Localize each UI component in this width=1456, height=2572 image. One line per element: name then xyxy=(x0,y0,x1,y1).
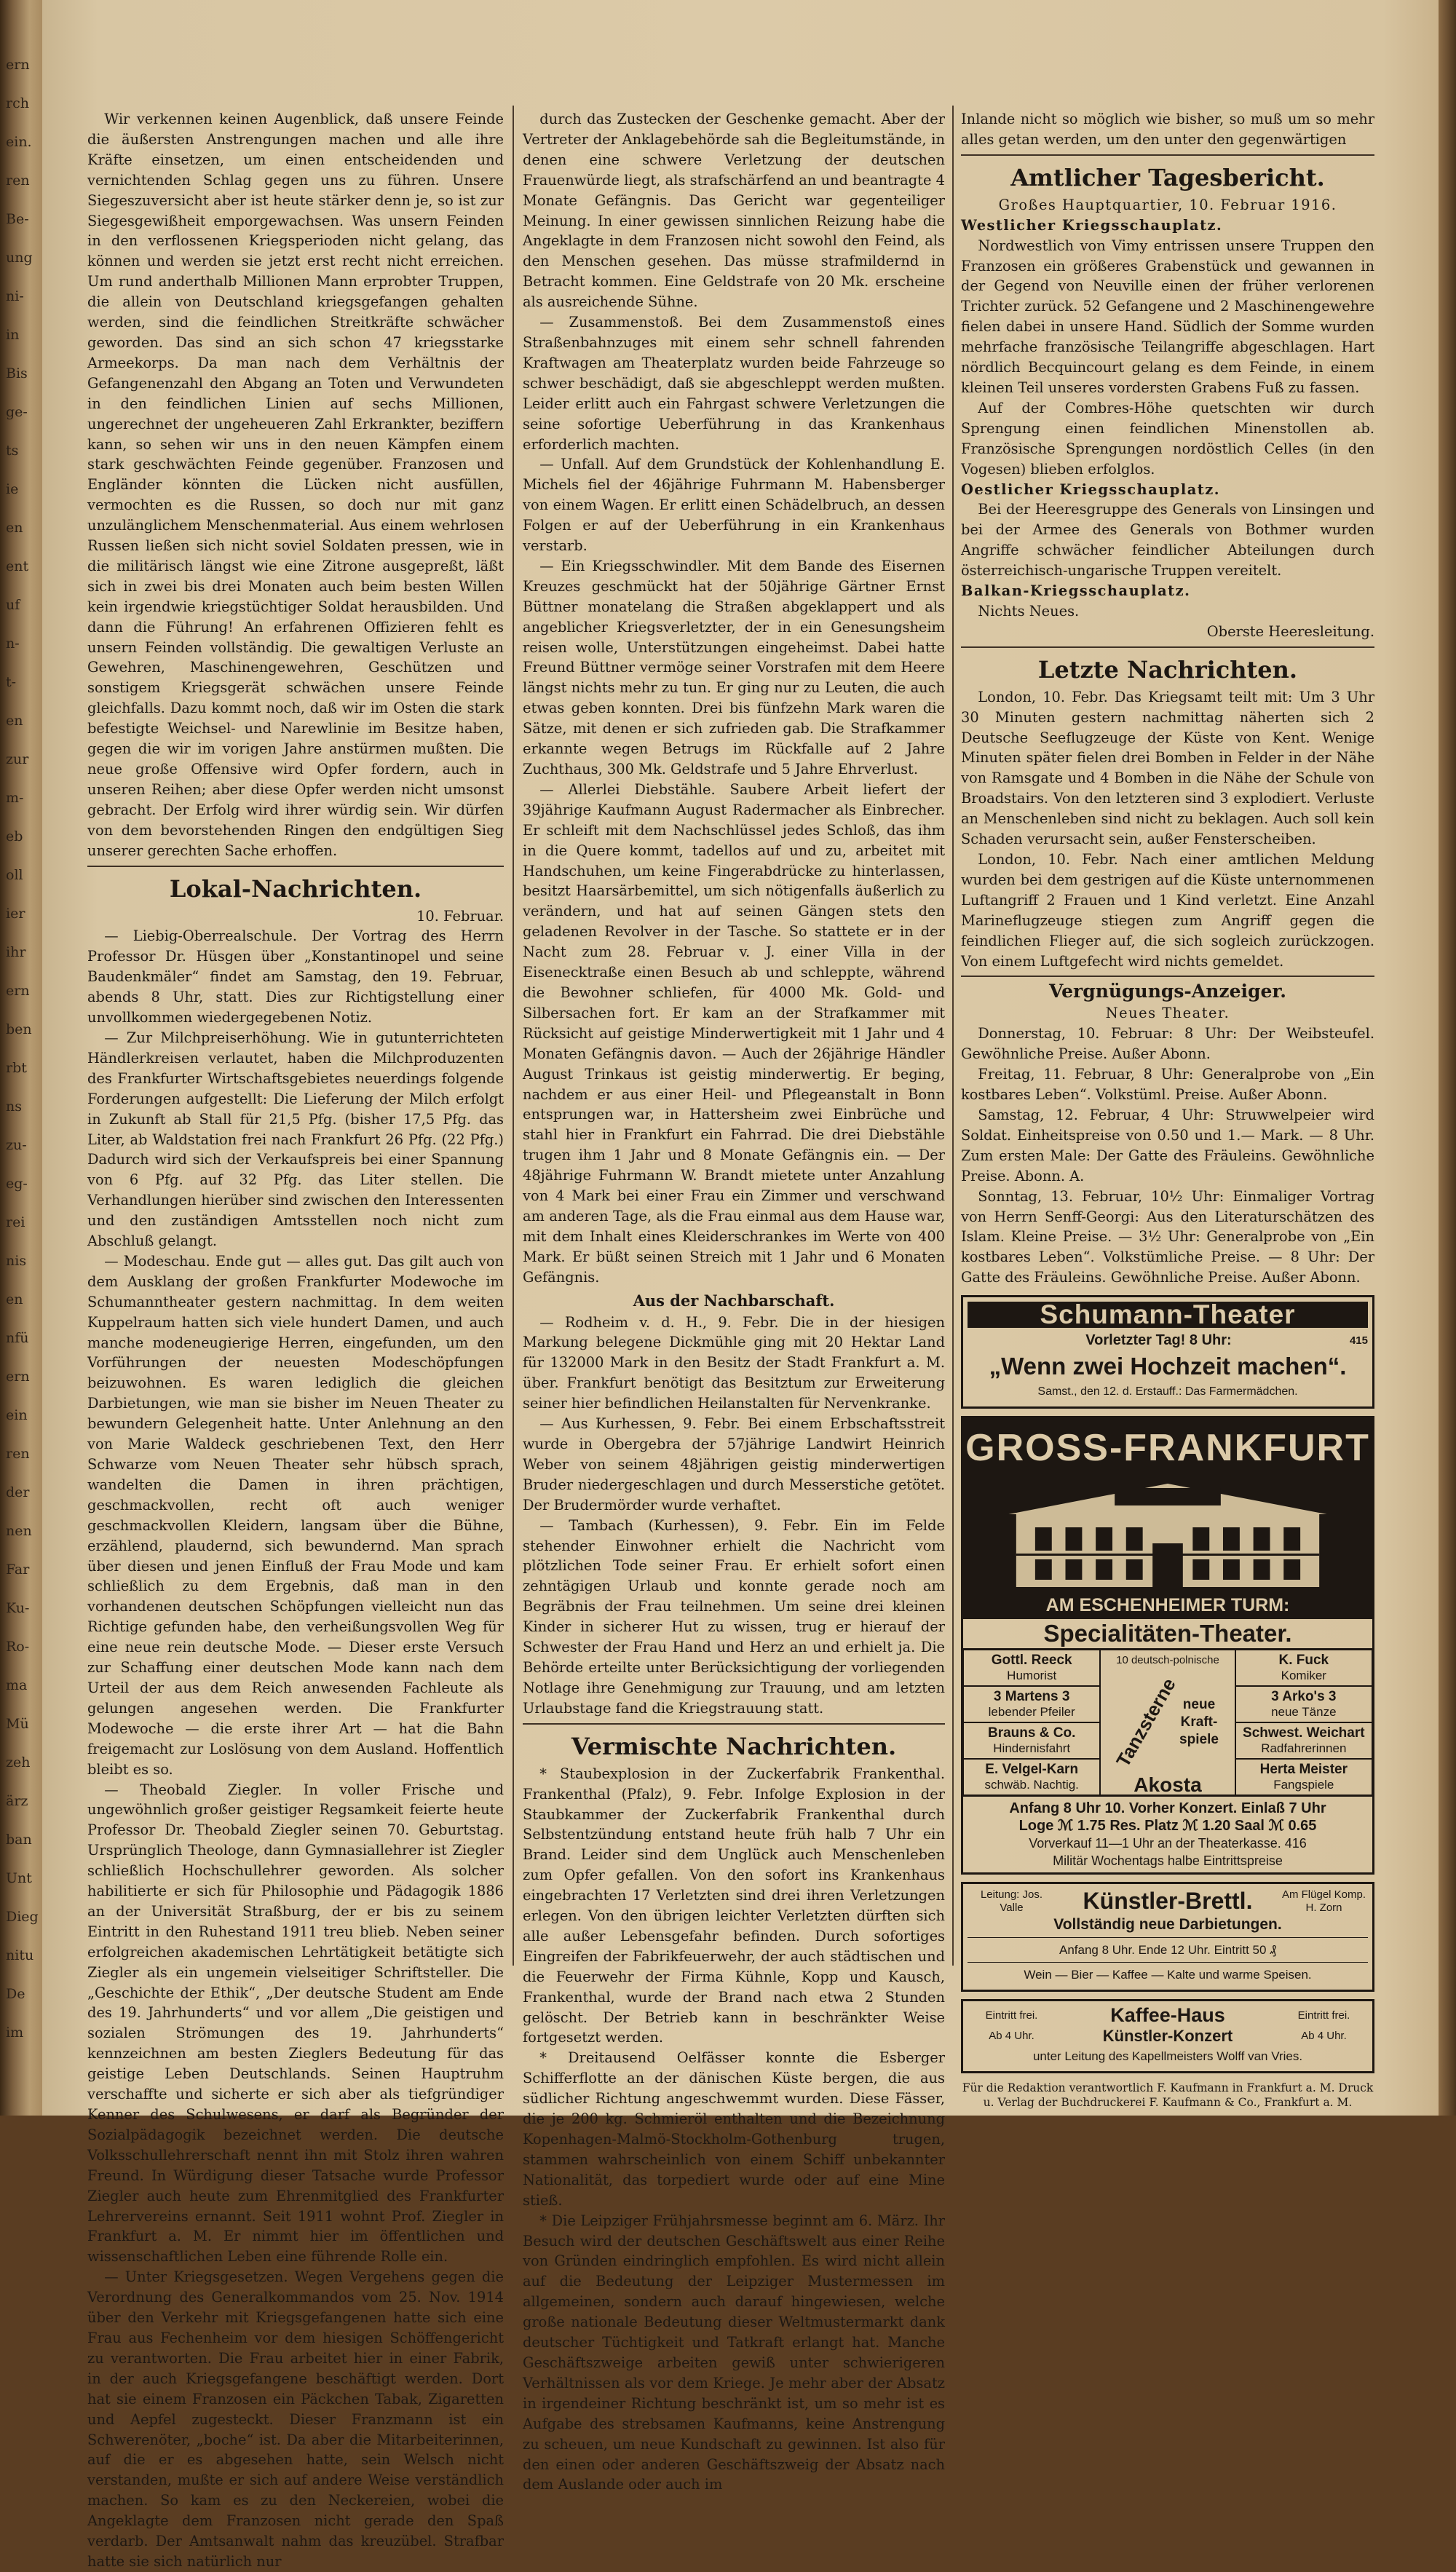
column-rule xyxy=(513,106,514,1966)
act-description: Hindernisfahrt xyxy=(993,1741,1071,1755)
prev-page-fragment: der xyxy=(6,1484,30,1500)
kuenstler-brettl-ad xyxy=(961,1882,1374,1993)
prev-page-fragment: Be- xyxy=(6,211,29,227)
tagesbericht-dateline: Großes Hauptquartier, 10. Februar 1916. xyxy=(998,196,1337,213)
vermischte-articles xyxy=(523,1764,945,2496)
local-article: durch das Zustecken der Geschenke gemacht. Aber der Vertreter der Anklagebehörde sah die Begleitumstände, in denen eine schwere Verletzung der deutschen Frauenwürde liegt, als strafschärfend an und beantragte 4 Monate Gefängnis. Das Gericht war gegenteiliger Meinung. In einer gewissen sinnlichen Reizung habe die Angeklagte in dem Franzosen nicht sowohl den Feind, als den Menschen gesehen. Das müsse strafmildernd in Betracht kommen. Eine Geldstrafe von 20 Mk. erscheine als ausreichende Sühne. xyxy=(523,111,945,311)
nachbarschaft-article: — Tambach (Kurhessen), 9. Febr. Ein im Felde stehender Einwohner erhielt die Nachricht vom plötzlichen Tode seiner Frau. Er erhielt sofort einen zehntägigen Urlaub und konnte gerade noch am Begräbnis der Frau teilnehmen. Um seine drei kleinen Kinder in sicherer Hut zu wissen, trug er hierauf der Schwester der Frau Hand und Herz an und erhielt ja. Die Behörde erteilte unter Berücksichtigung der vorliegenden Notlage ihre Genehmigung zur Trauung, und am letzten Urlaubstage fand die Kriegstrauung statt. xyxy=(523,1516,945,1717)
program-right-acts xyxy=(1235,1650,1372,1795)
act-name: Gottl. Reeck xyxy=(991,1652,1072,1668)
prev-page-fragment: nfü xyxy=(6,1330,29,1346)
lokal-articles xyxy=(87,926,504,2571)
act-name: K. Fuck xyxy=(1278,1652,1329,1668)
act-box xyxy=(963,1722,1100,1759)
act-box xyxy=(1235,1722,1372,1759)
gross-frankfurt-title: GROSS-FRANKFURT xyxy=(965,1426,1370,1469)
kh-right2: Ab 4 Uhr. xyxy=(1301,2030,1347,2043)
tagesbericht-paragraph: Bei der Heeresgruppe des Generals von Linsingen und bei der Armee des Generals von Bothmer wurden Angriffe schwächer feindlicher Abteilungen durch österreichisch-ungarische Truppen vereitelt. xyxy=(961,501,1374,579)
specialitaeten-theater-label: Specialitäten-Theater. xyxy=(963,1619,1372,1650)
tagesbericht-paragraph: Auf der Combres-Höhe quetschten wir durch Sprengung einen feindlichen Minenstollen ab. Französische Sprengungen nordöstlich Celles (in den Vogesen) blieben erfolglos. xyxy=(961,399,1374,478)
prev-page-fragment: Unt xyxy=(6,1870,32,1886)
prev-page-fragment: ier xyxy=(6,906,25,922)
lokal-article: — Unter Kriegsgesetzen. Wegen Vergehens gegen die Verordnung des Generalkommandos vom 25. Nov. 1914 über den Verkehr mit Kriegsgefangenen hatte sich eine Frau aus Fechenheim vor dem hiesigen Schöffengericht zu verantworten. Die Frau arbeitet hier in einer Fabrik, in der auch Kriegsgefangene beschäftigt werden. Dort hat sie einem Franzosen ein Päckchen Tabak, Zigaretten und Aepfel zugesteckt. Dieser Franzmann ist ein Schwerenöter, „boche“ ist. Da aber die Mitarbeiterinnen, auf die er es abgesehen hatte, sein Welsch nicht verstanden, mußte er sich auf andere Weise verständlich machen. So kam es zu den Neckereien, wobei die Angeklagte dem Franzosen nicht gerade den Spaß verdarb. Der Amtsanwalt nahm das kreuzübel. Strafbar hatte sie sich natürlich nur xyxy=(87,2268,504,2570)
act-box xyxy=(963,1650,1100,1686)
lokal-date: 10. Februar. xyxy=(416,907,504,925)
footer-military: Militär Wochentags halbe Eintrittspreise xyxy=(1053,1853,1283,1868)
prev-page-fragment: en xyxy=(6,713,23,729)
act-name: Schwest. Weichart xyxy=(1243,1725,1365,1741)
prev-page-fragment: ern xyxy=(6,1369,30,1385)
act-description: neue Tänze xyxy=(1271,1704,1337,1719)
letzte-nachricht: London, 10. Febr. Nach einer amtlichen Meldung wurden bei dem gestrigen auf die Küste unternommenen Luftangriff 2 Frauen und 1 Kind verletzt. Eine Anzahl Marineflugzeuge stiegen zum Angriff gegen die feindlichen Flieger auf, die sich sogleich zurückzogen. Von einem Luftgefecht wird nichts gemeldet. xyxy=(961,851,1374,970)
prev-page-fragment: in xyxy=(6,327,20,343)
prev-page-fragment: zu- xyxy=(6,1137,27,1153)
prev-page-fragment: Mü xyxy=(6,1716,29,1732)
schumann-ad-next: Samst., den 12. d. Erstauff.: Das Farmermädchen. xyxy=(1037,1385,1298,1398)
kh-left2: Ab 4 Uhr. xyxy=(989,2030,1034,2043)
prev-page-fragment: Ku- xyxy=(6,1600,30,1616)
section-divider xyxy=(87,866,504,867)
amtlicher-tagesbericht-heading: Amtlicher Tagesbericht. xyxy=(1010,163,1325,191)
prev-page-fragment: en xyxy=(6,520,23,536)
act-box xyxy=(1235,1650,1372,1686)
center-act-bottom: Akosta xyxy=(1133,1773,1202,1796)
nachbarschaft-article: — Rodheim v. d. H., 9. Febr. Die in der hiesigen Markung belegene Dickmühle ging mit 20 Hektar Land für 132000 Mark in den Besitz der Stadt Frankfurt a. M. über. Frankfurt benötigt das Besitztum zur Erweiterung seiner hier befindlichen Heilanstalten für Nervenkranke. xyxy=(523,1313,945,1412)
center-act-subtitle: 10 deutsch-polnische xyxy=(1116,1653,1219,1666)
kb-drinks: Wein — Bier — Kaffee — Kalte und warme Speisen. xyxy=(968,1962,1368,1985)
column-rule xyxy=(952,106,954,1966)
kh-right: Eintritt frei. xyxy=(1297,2009,1350,2022)
page-edge-shadow xyxy=(1439,0,1456,2116)
act-description: Radfahrerinnen xyxy=(1261,1741,1347,1755)
vermischte-article: * Dreitausend Oelfässer konnte die Esberger Schifferflotte an der dänischen Küste bergen, die aus südlicher Richtung angeschwemmt wurden. Diese Fässer, die je 200 kg. Schmieröl enthalten und die Bezeichnung Kopenhagen-Malmö-Stockholm-Gothenburg trugen, stammen wahrscheinlich von einem Schiff unbekannter Nationalität, das torpediert wurde oder auf eine Mine stieß. xyxy=(523,2049,945,2209)
prev-page-fragment: eb xyxy=(6,828,23,844)
column-1 xyxy=(87,109,504,2572)
lokal-article: — Modeschau. Ende gut — alles gut. Das gilt auch von dem Ausklang der großen Frankfurter Modewoche im Schumanntheater gestern nachmittag. In dem weiten Kuppelraum hatten sich viele hundert Damen, und auch manche modeneugierige Herren, eingefunden, um den Vorführungen der neuesten Modeschöpfungen beizuwohnen. Es waren lediglich die gleichen Darbietungen, wie man sie bisher im Neuen Theater zu bewundern Gelegenheit hatte. Unter Anlehnung an den von Marie Waldeck geschriebenen Text, den Herr Schwarze vom Neuen Theater sehr hübsch sprach, wandelten die Damen in ihren prächtigen, geschmackvollen, recht oft auch weniger geschmackvollen Kleidern, langsam über die Bühne, erzählend, plaudernd, sich bewundernd. Man sprach über diesen und jenen Einfluß der Frau Mode und kam schließlich zu dem Ergebnis, daß man in den vorhandenen deutschen Schöpfungen vielleicht nun das Richtige gefunden habe, den verheißungsvollen Weg für eine neue rein deutsche Mode. — Dieser erste Versuch zur Schaffung einer deutschen Mode kann nach dem Urteil der aus dem Reich anwesenden Fachleute als gelungen angesehen werden. Die Frankfurter Modewoche — die erste ihrer Art — hat die Bahn freigemacht zur Loslösung von dem Ausland. Hoffentlich bleibt es so. xyxy=(87,1252,504,1778)
vermischte-article: * Staubexplosion in der Zuckerfabrik Frankenthal. Frankenthal (Pfalz), 9. Febr. Infolge Explosion in der Staubkammer der Zuckerfabrik Frankenthal durch Selbstentzündung entstand heute früh halb 7 Uhr ein Brand. Leider sind dem Unglück auch Menschenleben zum Opfer gefallen. Von den sofort ins Krankenhaus eingebrachten 17 Verletzten sind drei ihren Verletzungen erlegen. Von den übrigen leichter Verletzten dürften sich alle außer Lebensgefahr befinden. Durch sofortiges Eingreifen der Fabrikfeuerwehr, der auch städtischen und die Feuerwehr der Firma Kühnle, Kopp und Kausch, Frankenthal, wurde der Brand nach etwa 2 Stunden gelöscht. Der Betrieb kann in beschränkter Weise fortgesetzt werden. xyxy=(523,1765,945,2046)
nachbarschaft-articles xyxy=(523,1313,945,1719)
vergnuegungs-anzeiger-heading: Vergnügungs-Anzeiger. xyxy=(1049,981,1286,1002)
kh-leader: unter Leitung des Kapellmeisters Wolff van Vries. xyxy=(1032,2049,1303,2064)
prev-page-fragment: ban xyxy=(6,1832,32,1848)
act-name: 3 Arko's 3 xyxy=(1271,1688,1337,1704)
prev-page-fragment: ein xyxy=(6,1407,28,1423)
prev-page-fragment: Ro- xyxy=(6,1639,30,1655)
prev-page-fragment: ren xyxy=(6,1446,30,1462)
prev-page-fragment: ung xyxy=(6,250,33,266)
theater-program xyxy=(961,1024,1374,1288)
tagesbericht-paragraph: Nichts Neues. xyxy=(978,602,1080,620)
gross-frankfurt-banner xyxy=(963,1418,1372,1619)
schumann-theater-ad xyxy=(961,1295,1374,1409)
prev-page-fragment: n- xyxy=(6,636,20,652)
prev-page-fragment: De xyxy=(6,1986,25,2002)
gross-frankfurt-ad xyxy=(961,1416,1374,1875)
prev-page-fragment: t- xyxy=(6,674,17,690)
vermischte-heading: Vermischte Nachrichten. xyxy=(571,1732,897,1760)
gross-frankfurt-address: AM ESCHENHEIMER TURM: xyxy=(1045,1594,1290,1615)
prev-page-fragment: Far xyxy=(6,1562,30,1578)
section-divider xyxy=(961,646,1374,648)
lokal-article: — Zur Milchpreiserhöhung. Wie in gutunterrichteten Händlerkreisen verlautet, haben die Milchproduzenten des Frankfurter Wirtschaftsgebietes neuerdings folgende Forderungen aufgestellt: Die Lieferung der Milch erfolgt in Zukunft ab Stall für 21,5 Pfg. (bisher 17,5 Pfg. das Liter, ab Waldstation frei nach Frankfurt 26 Pfg. (22 Pfg.) Dadurch wird sich der Verkaufspreis bei einer Spannung von 6 Pfg. auf 32 Pfg. das Liter stellen. Die Verhandlungen hierüber sind zwischen den Interessenten und den zuständigen Amtsstellen noch nicht zum Abschluß gelangt. xyxy=(87,1029,504,1250)
continuation-text: Inlande nicht so möglich wie bisher, so muß um so mehr alles getan werden, um den unter den gegenwärtigen xyxy=(961,111,1374,148)
program-grid xyxy=(963,1650,1372,1795)
program-center-act xyxy=(1100,1650,1235,1795)
prev-page-fragment: rbt xyxy=(6,1060,27,1076)
kriegsschauplatz-heading: Oestlicher Kriegsschauplatz. xyxy=(961,480,1220,498)
prev-page-fragment: zeh xyxy=(6,1754,31,1770)
kaffee-haus-ad xyxy=(961,1999,1374,2073)
vermischte-article: * Die Leipziger Frühjahrsmesse beginnt am 6. März. Ihr Besuch wird der deutschen Geschäftswelt aus einer Reihe von Gründen eindringlich empfohlen. Es wird nicht allein auf die Bedeutung der Leipziger Mustermessen im allgemeinen, sondern auch darauf hingewiesen, welche große nationale Bedeutung dieser Weltmustermarkt dank deutscher Tüchtigkeit und Tatkraft erlangt hat. Manche Geschäftszweige arbeiten gewiß unter schwierigeren Verhältnissen als vor dem Kriege. Je mehr aber der Absatz in irgendeiner Richtung beschränkt ist, um so mehr ist es Aufgabe des strebsamen Kaufmanns, keine Anstrengung zu scheuen, um neue Kundschaft zu gewinnen. Ist also für den einen oder anderen Geschäftszweig der Absatz nach dem Auslande oder auch im xyxy=(523,2212,945,2493)
local-article: — Unfall. Auf dem Grundstück der Kohlenhandlung E. Michels fiel der 46jährige Fuhrmann M. Habensberger von einem Wagen. Er erlitt einen Schädelbruch, an dessen Folgen er auf der Ueberführung in ein Krankenhaus verstarb. xyxy=(523,456,945,555)
column-3 xyxy=(961,109,1374,2110)
kb-leitung: Leitung: Jos. Valle xyxy=(980,1888,1043,1914)
act-name: E. Velgel-Karn xyxy=(985,1761,1079,1777)
act-box xyxy=(963,1759,1100,1795)
letzte-nachrichten-body xyxy=(961,687,1374,972)
footer-presale: Vorverkauf 11—1 Uhr an der Theaterkasse. 416 xyxy=(1029,1835,1307,1851)
prev-page-fragment: nitu xyxy=(6,1947,34,1963)
local-article: — Allerlei Diebstähle. Saubere Arbeit liefert der 39jährige Kaufmann August Radermacher als Einbrecher. Er schleift mit dem Nachschlüssel jedes Schloß, das ihm in die Quere kommt, tadellos auf und zu, arbeitet mit Handschuhen, um keine Fingerabdrücke zu hinterlassen, besitzt Haarsärbemittel, um sich nötigenfalls äußerlich zu verändern, und hat auf seinen Gängen stets den geladenen Revolver in der Tasche. So stattete er in der Nacht zum 28. Februar v. J. einer Villa in der Eisenecktraße einen Besuch ab und schleppte, während die Bewohner schliefen, für 4000 Mk. Gold- und Silbersachen fort. Er kam an der Strafkammer mit Rücksicht auf geistige Minderwertigkeit mit 1 Jahr und 4 Monaten Gefängnis davon. — Auch der 26jährige Händler August Trinkaus ist geistig minderwertig. Er beging, nachdem er aus einer Heil- und Pflegeanstalt in Bonn entsprungen war, in Hattersheim zwei Einbrüche und stahl hier in Frankfurt ein Fahrrad. Die drei Diebstähle trugen ihm 1 Jahr und 8 Monate Gefängnis ein. — Der 48jährige Fuhrmann W. Brandt mietete unter Anzahlung von 4 Mark bei einer Frau ein Zimmer und verschwand am anderen Tage, als die Frau einmal aus dem Hause war, mit dem Inhalt eines Kleiderschrankes im Werte von 400 Mark. Er büßt seinen Streich mit 1 Jahr und 6 Monaten Gefängnis. xyxy=(523,780,945,1286)
kh-subtitle: Künstler-Konzert xyxy=(1102,2027,1233,2046)
prev-page-fragment: ma xyxy=(6,1677,28,1693)
prev-page-fragment: ern xyxy=(6,983,30,999)
lokal-article: — Liebig-Oberrealschule. Der Vortrag des Herrn Professor Dr. Hüsgen über „Konstantinopel und seine Baudenkmäler“ findet am Samstag, den 19. Februar, abends 8 Uhr, statt. Dies zur Richtigstellung einer unvollkommen wiedergegebenen Notiz. xyxy=(87,927,504,1026)
kh-title: Kaffee-Haus xyxy=(1110,2004,1225,2027)
newspaper-page xyxy=(42,0,1439,2570)
prev-page-fragment: ie xyxy=(6,481,19,497)
war-outlook-paragraph: Wir verkennen keinen Augenblick, daß unsere Feinde die äußersten Anstrengungen machen und alle ihre Kräfte einsetzen, um einen entscheidenden und vernichtenden Schlag gegen uns zu führen. Unsere Siegeszuversicht aber ist heute stärker denn je, so ist zur Siegesgewißheit emporgewachsen. Was unsern Feinden in den verflossenen Kriegsperioden nicht gelang, das können und werden sie jetzt erst recht nicht erreichen. Um rund anderthalb Millionen Mann erprobter Truppen, die allein von Deutschland kriegsgefangen gehalten werden, sind die feindlichen Streitkräfte schwächer geworden. Das sind an sich schon 47 kriegsstarke Armeekorps. Da man nach dem Verhältnis der Gefangenenzahl den Abgang an Toten und Verwundeten in den feindlichen Linien auf sechs Millionen, ungerechnet der ungeheueren Zahl Erkrankter, beziffern kann, so sehen wir uns in den neuen Kämpfen einem stark geschwächten Feinde gegenüber. Franzosen und Engländer könnten die Lücken nicht ausfüllen, vermochten es die Russen, so doch nur mit ganz unzulänglichem Menschenmaterial. Aus einem wehrlosen Russen ließen sich nicht soviel Soldaten pressen, wie in die militärisch längst wie eine Zitrone ausgepreßt, läßt sich in zwei bis drei Monaten auch beim besten Willen kein irgendwie kriegstüchtiger Soldat herausbilden. Und dann die Führung! An erfahrenen Offizieren fehlt es unsern Feinden vollständig. Die gewaltigen Verluste an Gewehren, Maschinengewehren, Geschützen und sonstigem Kriegsgerät schwächen unsere Feinde gleichfalls. Dazu kommt noch, daß wir im Osten die stark befestigte Weichsel- und Narewlinie im Besitze haben, gegen die wir im vorigen Jahre anstürmen mußten. Die neue große Offensive wird Opfer fordern, auch in unseren Reihen; aber diese Opfer werden nicht umsonst gebracht. Der Erfolg wird ihrer würdig sein. Wir dürfen von dem bevorstehenden Ringen den endgültigen Sieg unserer gerechten Sache erhoffen. xyxy=(87,111,504,859)
act-box xyxy=(963,1686,1100,1722)
act-box xyxy=(1235,1686,1372,1722)
kb-program: Vollständig neue Darbietungen. xyxy=(1053,1915,1282,1933)
prev-page-fragment: zur xyxy=(6,751,29,767)
act-box xyxy=(1235,1759,1372,1795)
schumann-ad-title: Schumann-Theater xyxy=(968,1302,1368,1328)
prev-page-fragment: ge- xyxy=(6,404,28,420)
schumann-ad-play: „Wenn zwei Hochzeit machen“. xyxy=(989,1352,1347,1380)
footer-prices: Loge ℳ 1.75 Res. Platz ℳ 1.20 Saal ℳ 0.65 xyxy=(1018,1817,1317,1834)
local-article: — Zusammenstoß. Bei dem Zusammenstoß eines Straßenbahnzuges mit einem sehr schnell fahrenden Kraftwagen am Theaterplatz wurden beide Fahrzeuge so schwer beschädigt, daß sie abgeschleppt werden mußten. Leider erlitt auch ein Fahrgast schwere Verletzungen die seine sofortige Ueberführung in das Krankenhaus erforderlich machten. xyxy=(523,314,945,453)
center-act-word: spiele xyxy=(1179,1731,1219,1747)
prev-page-fragment: eg- xyxy=(6,1176,28,1192)
prev-page-fragment: rch xyxy=(6,95,29,111)
prev-page-fragment: uf xyxy=(6,597,20,613)
theater-program-entry: Samstag, 12. Februar, 4 Uhr: Struwwelpeier wird Soldat. Einheitspreise von 0.50 und 1.— Mark. — 8 Uhr. Zum ersten Male: Der Gatte des Fräuleins. Gewöhnliche Preise. Abonn. A. xyxy=(961,1106,1374,1184)
act-description: schwäb. Nachtig. xyxy=(984,1777,1079,1792)
center-act-name: Tanzsterne xyxy=(1111,1674,1180,1770)
kb-piano: Am Flügel Komp. H. Zorn xyxy=(1281,1888,1366,1914)
column-2 xyxy=(523,109,945,2495)
tagesbericht-body xyxy=(961,195,1374,622)
prev-page-fragment: ni- xyxy=(6,288,24,304)
neues-theater-label: Neues Theater. xyxy=(1105,1005,1230,1022)
theater-program-entry: Sonntag, 13. Februar, 10½ Uhr: Einmaliger Vortrag von Herrn Senff-Georgi: Aus den Literaturschätzen des Islam. Kleine Preise. — 3½ Uhr: Generalprobe von „Ein kostbares Leben“. Volkstümliche Preise. — 8 Uhr: Der Gatte des Fräuleins. Gewöhnliche Preise. Außer Abonn. xyxy=(961,1187,1374,1286)
prev-page-fragment: nen xyxy=(6,1523,32,1539)
nachbarschaft-article: — Aus Kurhessen, 9. Febr. Bei einem Erbschaftsstreit wurde in Obergebra der 57jährige Landwirt Heinrich Weber von seinem 48jährigen geistig minderwertigen Bruder niedergeschlagen und durch Messerstiche getötet. Der Brudermörder wurde verhaftet. xyxy=(523,1415,945,1513)
imprint: Für die Redaktion verantwortlich F. Kaufmann in Frankfurt a. M. Druck u. Verlag der Buchdruckerei F. Kaufmann & Co., Frankfurt a. M. xyxy=(962,2081,1374,2110)
nachbarschaft-heading: Aus der Nachbarschaft. xyxy=(633,1291,835,1310)
kh-left: Eintritt frei. xyxy=(985,2009,1038,2022)
kb-title: Künstler-Brettl. xyxy=(1083,1887,1253,1914)
theater-program-entry: Freitag, 11. Februar, 8 Uhr: Generalprobe von „Ein kostbares Leben“. Volkstüml. Preise. Außer Abonn. xyxy=(961,1066,1374,1104)
prev-page-fragment: Bis xyxy=(6,365,28,381)
act-name: Herta Meister xyxy=(1259,1761,1348,1777)
center-act-word: neue xyxy=(1182,1696,1216,1712)
act-description: Komiker xyxy=(1281,1668,1326,1682)
prev-page-fragment: ns xyxy=(6,1099,22,1115)
kriegsschauplatz-heading: Balkan-Kriegsschauplatz. xyxy=(961,582,1191,600)
prev-page-fragment: ren xyxy=(6,173,30,189)
lokal-article: — Theobald Ziegler. In voller Frische und ungewöhnlich großer geistiger Regsamkeit feierte heute Professor Dr. Theobald Ziegler seinen 70. Geburtstag. Ursprünglich Theologe, dann Gymnasiallehrer ist Ziegler schließlich Hochschullehrer geworden. Als solcher habilitierte er sich für Philosophie und Pädagogik 1886 an der Universität Straßburg, der er bis zu seinem Eintritt in den Ruhestand 1911 treu blieb. Neben seiner erfolgreichen akademischen Lehrtätigkeit betätigte sich Ziegler als ein ungemein vielseitiger Schriftsteller. Die „Geschichte der Ethik“, „Der deutsche Student am Ende des 19. Jahrhunderts“ und vor allem „Die geistigen und sozialen Strömungen des 19. Jahrhunderts“ kennzeichnen am besten Zieglers Bedeutung für das geistige Leben Deutschlands. Seinen Hauptruhm verschaffte und sicherte er sich aber als tiefgründiger Kenner des Schulwesens, er darf als Begründer der Sozialpädagogik bezeichnet werden. Die deutsche Volksschullehrerschaft nennt ihn mit Stolz ihren wahren Freund. In Würdigung dieser Tatsache wurde Professor Ziegler auch heute zum Ehrenmitglied des Frankfurter Lehrervereins ernannt. Seit 1911 wohnt Prof. Ziegler in Frankfurt a. M. Er nimmt hier im öffentlichen und wissenschaftlichen Leben eine führende Rolle ein. xyxy=(87,1781,504,2266)
footer-start: Anfang 8 Uhr 10. Vorher Konzert. Einlaß 7 Uhr xyxy=(1009,1800,1326,1816)
oberste-heeresleitung-signature: Oberste Heeresleitung. xyxy=(1206,622,1374,640)
prev-page-fragment: ern xyxy=(6,57,30,73)
prev-page-fragment: ärz xyxy=(6,1793,28,1809)
act-description: lebender Pfeiler xyxy=(988,1704,1075,1719)
prev-page-fragment: ein. xyxy=(6,134,32,150)
local-article: — Ein Kriegsschwindler. Mit dem Bande des Eisernen Kreuzes geschmückt hat der 50jährige Gärtner Ernst Büttner monatelang die Straßen abgeklappert und als angeblicher Kriegsverletzter, der in ein Genesungsheim reisen wolle, Unterstützungen eingeheimst. Dabei hatte Freund Büttner vermöge seiner Vorstrafen mit dem Heere längst nichts mehr zu tun. Er ging nur zu Leuten, die auch etwas geben konnten. Drei bis fünfzehn Mark waren die Sätze, mit denen er sich zufrieden gab. Die Strafkammer erkannte wegen Betrugs im Rückfalle auf 2 Jahre Zuchthaus, 300 Mk. Geldstrafe und 5 Jahre Ehrverlust. xyxy=(523,557,945,777)
section-divider xyxy=(961,154,1374,156)
act-description: Humorist xyxy=(1007,1668,1057,1682)
prev-page-fragment: nis xyxy=(6,1253,27,1269)
prev-page-fragment: m- xyxy=(6,790,24,806)
letzte-nachrichten-heading: Letzte Nachrichten. xyxy=(1037,655,1298,684)
lokal-nachrichten-heading: Lokal-Nachrichten. xyxy=(169,874,422,903)
program-left-acts xyxy=(963,1650,1100,1795)
prev-page-fragment: rei xyxy=(6,1214,25,1230)
prev-page-fragment: ts xyxy=(6,443,19,459)
previous-page-edge xyxy=(0,0,42,2116)
local-articles-continued xyxy=(523,109,945,1288)
letzte-nachricht: London, 10. Febr. Das Kriegsamt teilt mit: Um 3 Uhr 30 Minuten gestern nachmittag näherten sich 2 Deutsche Seeflugzeuge der Küste von Kent. Wenige Minuten später fielen drei Bomben in Felder in der Nähe von Ramsgate und 4 Bomben in die Nähe der Schule von Broadstairs. Von den letzteren sind 3 explodiert. Verluste an Menschenleben sind nicht zu beklagen. Auch soll kein Schaden verursacht sein, außer Fensterscheiben. xyxy=(961,688,1374,848)
prev-page-fragment: oll xyxy=(6,867,23,883)
center-act-word: Kraft- xyxy=(1180,1714,1218,1730)
kriegsschauplatz-heading: Westlicher Kriegsschauplatz. xyxy=(961,216,1223,234)
theater-program-entry: Donnerstag, 10. Februar: 8 Uhr: Der Weibsteufel. Gewöhnliche Preise. Außer Abonn. xyxy=(961,1025,1374,1063)
schumann-ad-line: Vorletzter Tag! 8 Uhr: xyxy=(1085,1332,1232,1349)
gross-frankfurt-footer xyxy=(963,1795,1372,1872)
prev-page-fragment: en xyxy=(6,1291,23,1307)
kb-times: Anfang 8 Uhr. Ende 12 Uhr. Eintritt 50 ₰ xyxy=(968,1937,1368,1960)
prev-page-fragment: ben xyxy=(6,1021,32,1037)
prev-page-fragment: im xyxy=(6,2025,24,2041)
tagesbericht-paragraph: Nordwestlich von Vimy entrissen unsere Truppen den Franzosen ein größeres Grabenstück und gewannen in der Gegend von Neuville einen der früher verlorenen Trichter zurück. 52 Gefangene und 2 Maschinengewehre fielen dabei in unsere Hand. Südlich der Somme wurden mehrfache französische Teilangriffe abgeschlagen. Hart nördlich Becquincourt gelang es dem Feinde, in einem kleinen Teil unseres vordersten Grabens Fuß zu fassen. xyxy=(961,237,1374,396)
prev-page-fragment: ihr xyxy=(6,944,26,960)
theater-building-illustration xyxy=(963,1471,1372,1594)
section-divider xyxy=(523,1723,945,1725)
ad-number: 415 xyxy=(1349,1334,1368,1348)
prev-page-fragment: ent xyxy=(6,558,29,574)
prev-page-fragment: Dieg xyxy=(6,1909,39,1925)
act-name: 3 Martens 3 xyxy=(993,1688,1070,1704)
act-description: Fangspiele xyxy=(1273,1777,1334,1792)
act-name: Brauns & Co. xyxy=(988,1725,1076,1741)
section-divider xyxy=(961,976,1374,977)
